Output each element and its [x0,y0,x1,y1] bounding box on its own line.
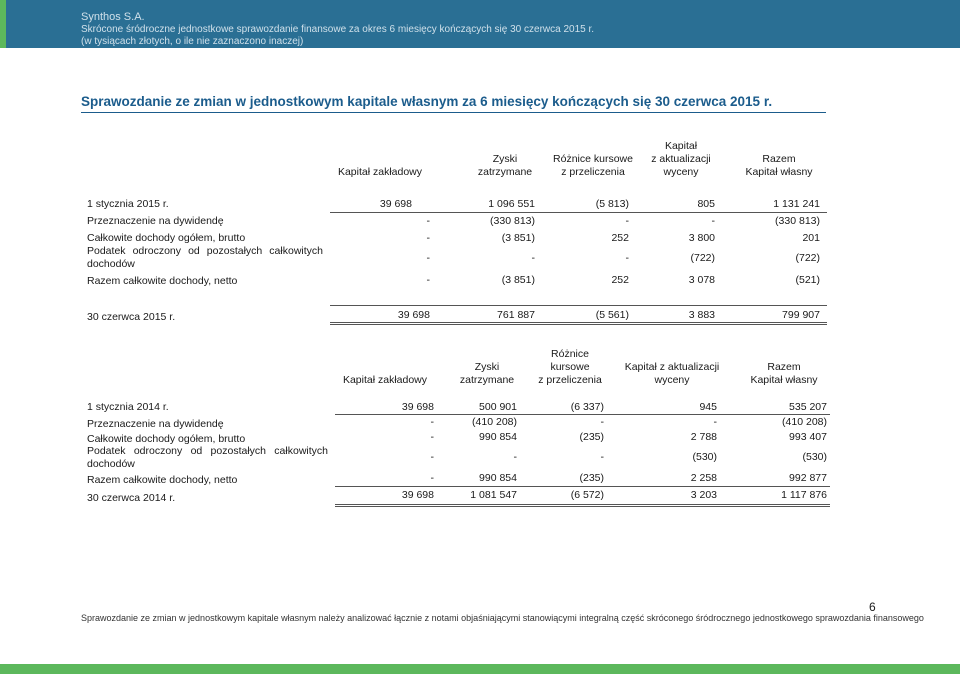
header-accent [0,0,6,48]
cell: 945 [699,401,717,413]
col-header-share-capital: Kapitał zakładowy [337,166,423,178]
total-top-rule [335,486,830,487]
cell: 805 [697,198,715,210]
company-name: Synthos S.A. [81,11,145,23]
row-label: Całkowite dochody ogółem, brutto [87,433,246,445]
cell: (5 813) [595,198,629,210]
cell: - [531,252,535,264]
cell: 990 854 [479,431,517,443]
cell: 3 203 [690,489,717,501]
cell: (330 813) [490,215,535,227]
col-header-fx-3: z przeliczenia [538,374,602,386]
cell: (6 337) [570,401,604,413]
cell: - [430,472,434,484]
cell: 3 800 [688,232,715,244]
page-number: 6 [869,600,876,614]
cell: - [426,252,430,264]
col-header-total-2: Kapitał własny [750,374,818,386]
row-label: 1 stycznia 2015 r. [87,198,169,210]
col-header-fx: Różnice [551,348,589,360]
cell: - [430,416,434,428]
total-top-rule [330,305,827,306]
row-label: Przeznaczenie na dywidendę [87,418,224,430]
cell: (521) [795,274,820,286]
cell: (410 208) [472,416,517,428]
cell: 39 698 [397,309,430,321]
cell: 761 887 [497,309,535,321]
row-label: 1 stycznia 2014 r. [87,401,169,413]
col-header-share-capital: Kapitał zakładowy [342,374,428,386]
row-label: 30 czerwca 2014 r. [87,492,176,504]
cell: - [430,431,434,443]
cell: 2 788 [690,431,717,443]
row-divider [335,414,830,415]
cell: (235) [579,431,604,443]
cell: 39 698 [401,401,434,413]
report-subtitle: Skrócone śródroczne jednostkowe sprawozdanie finansowe za okres 6 miesięcy kończących się 30 czerwca 2015 r. [81,24,595,35]
cell: - [600,451,604,463]
cell: 535 207 [789,401,827,413]
cell: - [513,451,517,463]
col-header-revaluation: Kapitał [664,140,698,152]
cell: 2 258 [690,472,717,484]
row-label: Podatek odroczony od pozostałych całkowitych dochodów [87,445,328,470]
page-title: Sprawozdanie ze zmian w jednostkowym kapitale własnym za 6 miesięcy kończących się 30 czerwca 2015 r. [81,94,773,109]
col-header-fx-2: z przeliczenia [561,166,625,178]
cell: 992 877 [789,472,827,484]
cell: - [426,215,430,227]
cell: - [713,416,717,428]
cell: 799 907 [782,309,820,321]
cell: 252 [611,274,629,286]
col-header-revaluation-2: wyceny [654,374,690,386]
total-double-rule [330,322,827,325]
cell: 1 096 551 [488,198,535,210]
row-divider [330,212,827,213]
cell: 201 [802,232,820,244]
cell: 993 407 [789,431,827,443]
col-header-revaluation-2: z aktualizacji [651,153,711,165]
col-header-retained-2: zatrzymane [477,166,533,178]
col-header-fx: Różnice kursowe [553,153,633,165]
cell: - [625,215,629,227]
col-header-revaluation: Kapitał z aktualizacji [624,361,720,373]
cell: (722) [690,252,715,264]
cell: 3 883 [688,309,715,321]
footer-bar [0,664,960,674]
cell: (410 208) [782,416,827,428]
cell: 500 901 [479,401,517,413]
row-label: Podatek odroczony od pozostałych całkowitych dochodów [87,245,323,270]
col-header-revaluation-3: wyceny [663,166,699,178]
col-header-retained-2: zatrzymane [459,374,515,386]
cell: 1 117 876 [781,489,827,501]
col-header-fx-2: kursowe [550,361,590,373]
cell: (722) [795,252,820,264]
cell: (3 851) [501,274,535,286]
footer-note: Sprawozdanie ze zmian w jednostkowym kapitale własnym należy analizować łącznie z notami objaśniającymi stanowiącymi integralną część skróconego śródrocznego jednostkowego sprawozdania finansowego [81,613,924,623]
cell: (235) [579,472,604,484]
cell: - [426,274,430,286]
cell: (530) [692,451,717,463]
col-header-total: Razem [767,361,801,373]
row-label: Przeznaczenie na dywidendę [87,215,224,227]
cell: (530) [802,451,827,463]
col-header-total: Razem [762,153,796,165]
col-header-retained: Zyski [474,361,500,373]
cell: - [600,416,604,428]
cell: - [625,252,629,264]
row-label: 30 czerwca 2015 r. [87,311,176,323]
cell: (3 851) [501,232,535,244]
cell: 990 854 [479,472,517,484]
cell: 39 698 [379,198,412,210]
cell: 1 131 241 [773,198,820,210]
row-label: Razem całkowite dochody, netto [87,275,238,287]
cell: 1 081 547 [470,489,517,501]
currency-note: (w tysiącach złotych, o ile nie zaznaczono inaczej) [81,36,304,47]
cell: - [430,451,434,463]
total-double-rule [335,504,830,507]
row-label: Całkowite dochody ogółem, brutto [87,232,246,244]
cell: - [426,232,430,244]
cell: 39 698 [401,489,434,501]
col-header-total-2: Kapitał własny [745,166,813,178]
cell: 252 [611,232,629,244]
row-label: Razem całkowite dochody, netto [87,474,238,486]
cell: - [711,215,715,227]
title-underline [81,112,826,113]
cell: (5 561) [595,309,629,321]
cell: (6 572) [570,489,604,501]
cell: (330 813) [775,215,820,227]
col-header-retained: Zyski [492,153,518,165]
cell: 3 078 [688,274,715,286]
